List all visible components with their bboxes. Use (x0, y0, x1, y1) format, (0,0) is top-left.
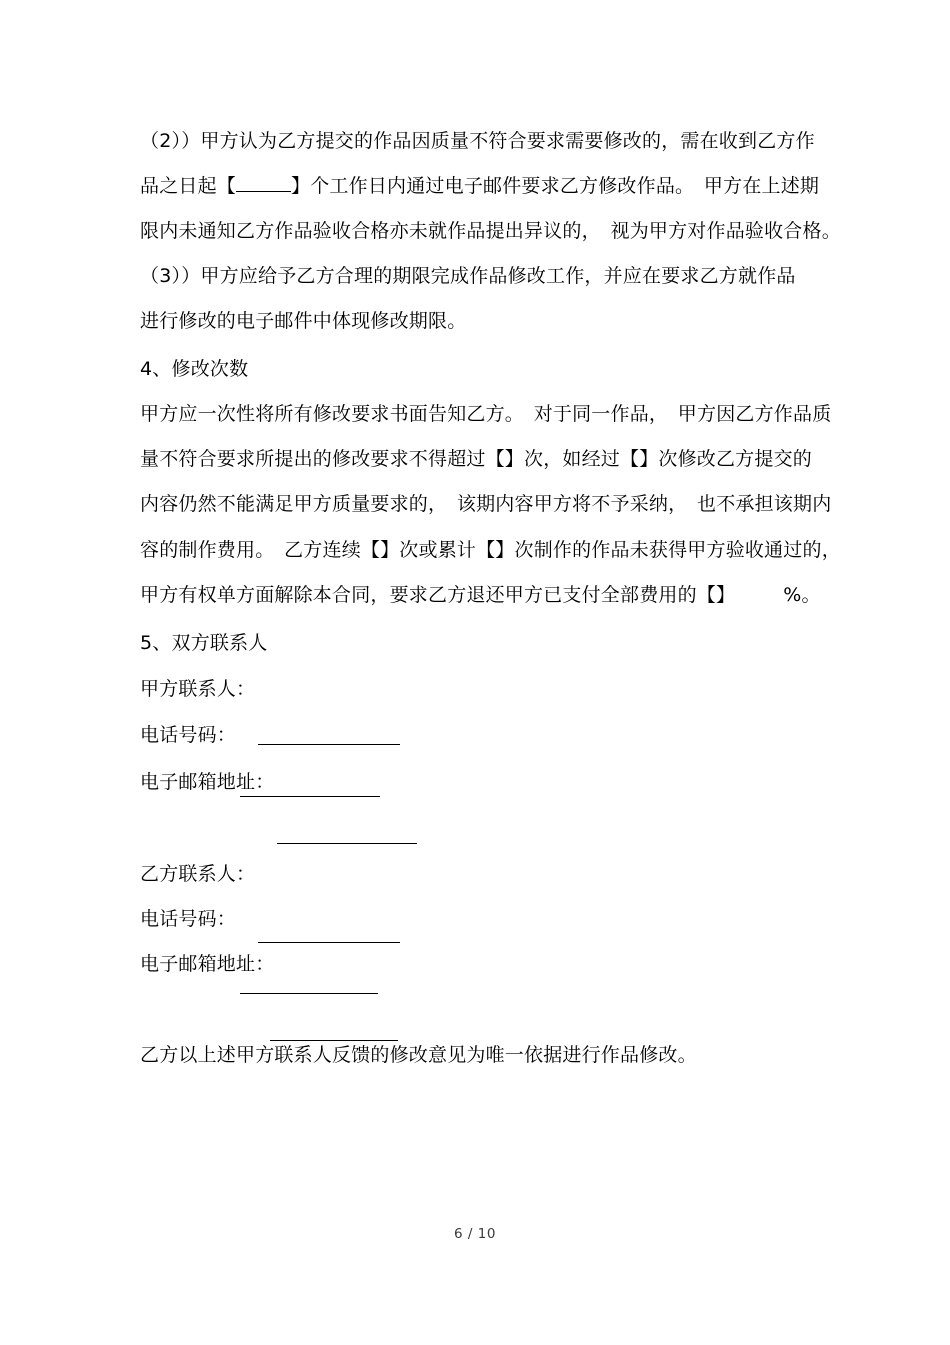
doc-line-para4-4: 容的制作费用。 乙方连续【】次或累计【】次制作的作品未获得甲方验收通过的， (140, 539, 841, 561)
doc-line-para2-2 (140, 173, 819, 200)
section-heading-contacts: 5、双方联系人 (140, 632, 268, 654)
section-heading-modify-count: 4、修改次数 (140, 358, 249, 380)
doc-line-para3-2: 进行修改的电子邮件中体现修改期限。 (140, 310, 467, 332)
doc-line-text-post: 】个工作日内通过电子邮件要求乙方修改作品。 甲方在上述期 (291, 175, 820, 198)
blank-field-phone-b[interactable] (258, 942, 400, 943)
doc-line-para4-1: 甲方应一次性将所有修改要求书面告知乙方。 对于同一作品， 甲方因乙方作品质 (140, 403, 832, 425)
label-email-b: 电子邮箱地址： (140, 953, 275, 975)
blank-field-phone-a[interactable] (258, 744, 400, 745)
blank-field-extra-b[interactable] (270, 1040, 398, 1041)
footer-page-number: 6 / 10 (454, 1226, 496, 1242)
doc-line-para4-3: 内容仍然不能满足甲方质量要求的， 该期内容甲方将不予采纳， 也不承担该期内 (140, 493, 832, 515)
blank-field-email-b[interactable] (240, 993, 378, 994)
blank-field-extra-a[interactable] (277, 843, 417, 844)
doc-line-para4-2: 量不符合要求所提出的修改要求不得超过【】次，如经过【】次修改乙方提交的 (140, 448, 813, 470)
doc-line-text-pre: 品之日起【 (140, 175, 237, 198)
doc-line-para4-5: 甲方有权单方面解除本合同，要求乙方退还甲方已支付全部费用的【】 %。 (140, 584, 821, 606)
doc-line-closing-statement: 乙方以上述甲方联系人反馈的修改意见为唯一依据进行作品修改。 (140, 1044, 697, 1066)
label-email-a: 电子邮箱地址： (140, 771, 275, 793)
doc-line-para2-1: （2））甲方认为乙方提交的作品因质量不符合要求需要修改的，需在收到乙方作 (140, 130, 815, 152)
label-party-a-contact: 甲方联系人： (140, 678, 256, 700)
blank-field-email-a[interactable] (240, 796, 380, 797)
label-phone-number-a: 电话号码： (140, 724, 237, 746)
doc-line-para2-3: 限内未通知乙方作品验收合格亦未就作品提出异议的， 视为甲方对作品验收合格。 (140, 220, 841, 242)
label-party-b-contact: 乙方联系人： (140, 863, 256, 885)
label-phone-number-b: 电话号码： (140, 908, 237, 930)
blank-field-workdays[interactable] (236, 173, 291, 192)
doc-line-para3-1: （3））甲方应给予乙方合理的期限完成作品修改工作，并应在要求乙方就作品 (140, 265, 796, 287)
